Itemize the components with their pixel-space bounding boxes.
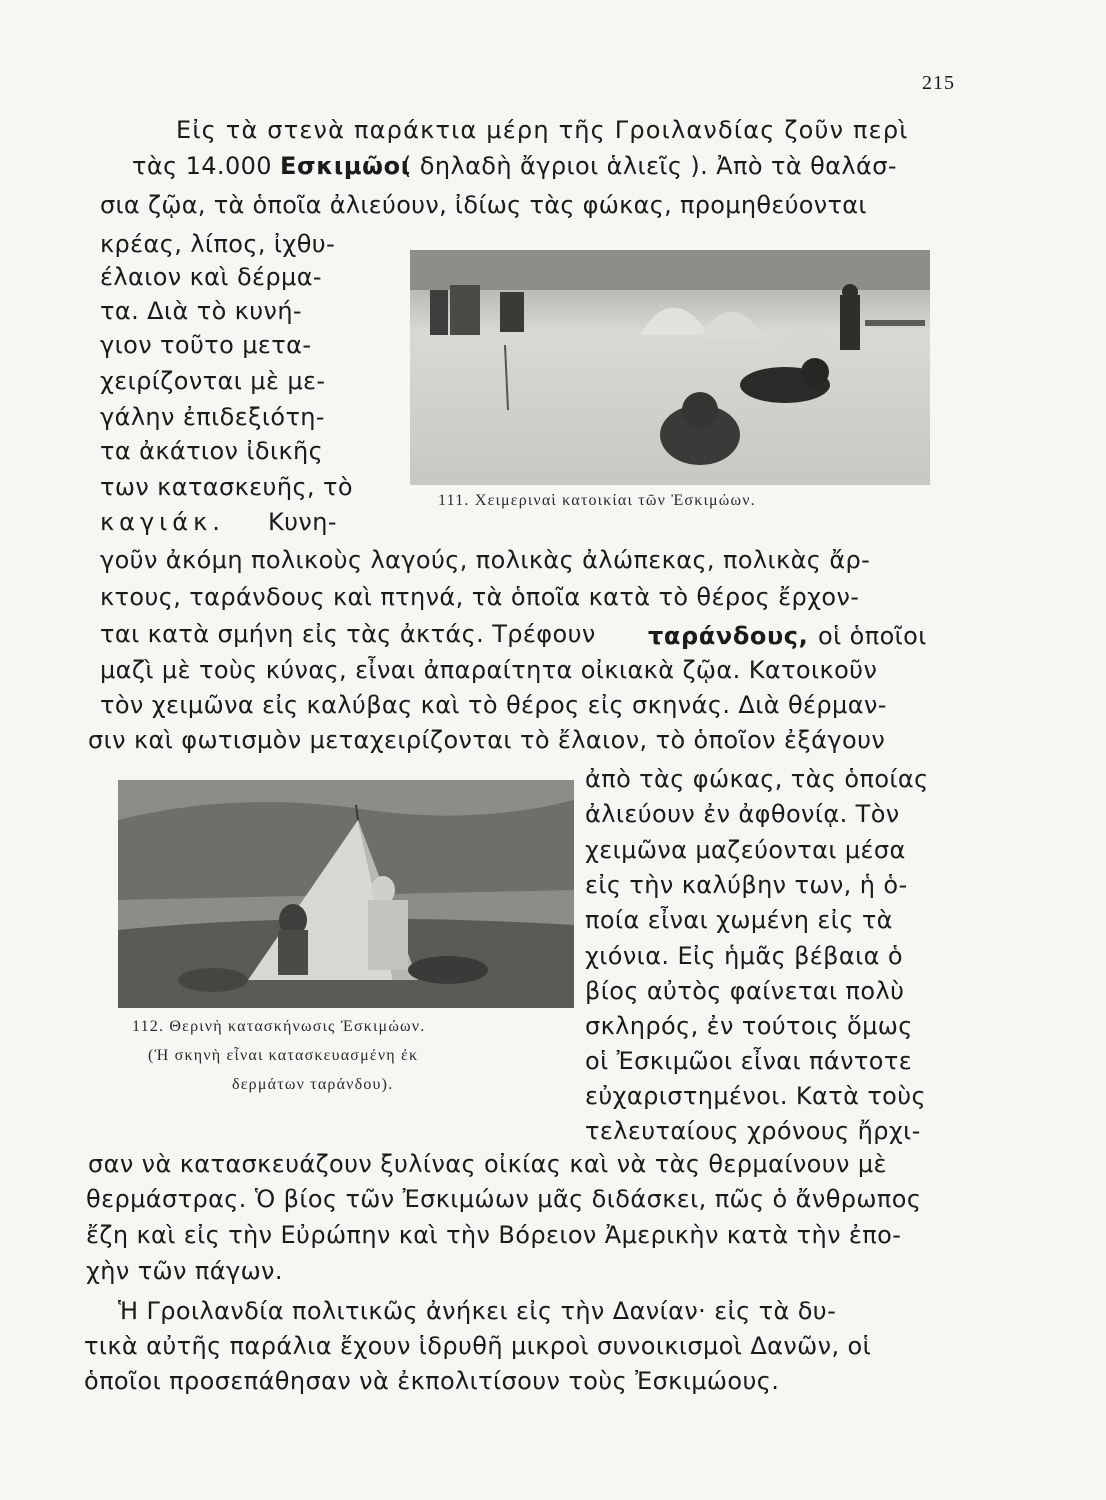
text-line: βίος αὐτὸς φαίνεται πολὺ: [585, 977, 905, 1005]
text-line: γοῦν ἀκόμη πολικοὺς λαγούς, πολικὰς ἀλώπεκας, πολικὰς ἄρ-: [100, 546, 871, 574]
text-line: εὐχαριστημένοι. Κατὰ τοὺς: [585, 1082, 927, 1110]
figure-112-photo: [118, 780, 574, 1008]
text-line: ἀπὸ τὰς φώκας, τὰς ὁποίας: [585, 765, 929, 793]
figure-112-caption-text: Θερινὴ κατασκήνωσις Ἐσκιμώων.: [169, 1018, 426, 1035]
term-kayak: καγιάκ.: [100, 508, 225, 536]
figure-112-caption-line3: δερμάτων ταράνδου).: [232, 1076, 394, 1093]
page-number: 215: [922, 72, 955, 94]
text-line: οἱ Ἐσκιμῶοι εἶναι πάντοτε: [585, 1047, 913, 1075]
text-line: Εἰς τὰ στενὰ παράκτια μέρη τῆς Γροιλανδίας ζοῦν περὶ: [176, 116, 909, 144]
text-line: χειρίζονται μὲ με-: [100, 367, 326, 395]
text-line: τὰς 14.000: [132, 152, 272, 180]
text-line: ( δηλαδὴ ἄγριοι ἁλιεῖς ). Ἀπὸ τὰ θαλάσ-: [402, 152, 897, 180]
text-line: χιόνια. Εἰς ἡμᾶς βέβαια ὁ: [585, 942, 903, 970]
text-line: ἔζη καὶ εἰς τὴν Εὐρώπην καὶ τὴν Βόρειον Ἀμερικὴν κατὰ τὴν ἐπο-: [86, 1221, 902, 1249]
text-line: των κατασκευῆς, τὸ: [100, 473, 353, 501]
term-eskimos: Εσκιμῶοι: [280, 152, 411, 180]
text-line: ἀλιεύουν ἐν ἀφθονίᾳ. Τὸν: [585, 800, 900, 828]
figure-112-caption: [132, 1016, 425, 1037]
text-line: Ἡ Γροιλανδία πολιτικῶς ἀνήκει εἰς τὴν Δανίαν· εἰς τὰ δυ-: [118, 1297, 837, 1325]
text-line: τελευταίους χρόνους ἤρχι-: [585, 1117, 921, 1145]
text-line: Κυνη-: [268, 508, 337, 536]
text-line: μαζὶ μὲ τοὺς κύνας, εἶναι ἀπαραίτητα οἰκιακὰ ζῷα. Κατοικοῦν: [100, 656, 878, 684]
text-line: έλαιον καὶ δέρμα-: [100, 263, 322, 291]
text-line: σκληρός, ἐν τούτοις ὅμως: [585, 1012, 913, 1040]
text-line: κτους, ταράνδους καὶ πτηνά, τὰ ὁποῖα κατὰ τὸ θέρος ἔρχον-: [100, 583, 860, 611]
figure-112-caption-line2: (Ἡ σκηνὴ εἶναι κατασκευασμένη ἐκ: [148, 1047, 419, 1064]
text-line: χὴν τῶν πάγων.: [86, 1257, 283, 1285]
figure-111-photo: [410, 250, 930, 485]
text-line: σια ζῷα, τὰ ὁποῖα ἀλιεύουν, ἰδίως τὰς φώκας, προμηθεύονται: [100, 191, 867, 219]
text-line: χειμῶνα μαζεύονται μέσα: [585, 836, 906, 864]
text-line: ται κατὰ σμήνη εἰς τὰς ἀκτάς. Τρέφουν: [100, 620, 596, 648]
text-line: κρέας, λίπος, ἰχθυ-: [100, 230, 336, 258]
text-line: τὸν χειμῶνα εἰς καλύβας καὶ τὸ θέρος εἰς σκηνάς. Διὰ θέρμαν-: [100, 691, 887, 719]
text-line: τα. Διὰ τὸ κυνή-: [100, 297, 302, 325]
text-line: γιον τοῦτο μετα-: [100, 331, 312, 359]
figure-111-caption: [438, 490, 756, 511]
text-line: σαν νὰ κατασκευάζουν ξυλίνας οἰκίας καὶ νὰ τὰς θερμαίνουν μὲ: [88, 1150, 887, 1178]
text-line: τα ἀκάτιον ἰδικῆς: [100, 437, 324, 465]
term-reindeer: ταράνδους,: [648, 622, 809, 650]
text-line: ποία εἶναι χωμένη εἰς τὰ: [585, 906, 893, 934]
text-line: τικὰ αὐτῆς παράλια ἔχουν ἱδρυθῆ μικροὶ συνοικισμοὶ Δανῶν, οἱ: [84, 1332, 872, 1360]
figure-111-number: 111.: [438, 492, 470, 509]
text-line: γάλην ἐπιδεξιότη-: [100, 403, 325, 431]
figure-111-caption-text: Χειμεριναὶ κατοικίαι τῶν Ἐσκιμώων.: [474, 492, 756, 509]
text-line: ὁποῖοι προσεπάθησαν νὰ ἐκπολιτίσουν τοὺς Ἐσκιμώους.: [84, 1367, 780, 1395]
text-line: εἰς τὴν καλύβην των, ἡ ὁ-: [585, 871, 908, 899]
text-line: θερμάστρας. Ὁ βίος τῶν Ἐσκιμώων μᾶς διδάσκει, πῶς ὁ ἄνθρωπος: [86, 1185, 922, 1213]
text-line: οἱ ὁποῖοι: [818, 622, 927, 650]
figure-112-number: 112.: [132, 1018, 165, 1035]
text-line: σιν καὶ φωτισμὸν μεταχειρίζονται τὸ ἔλαιον, τὸ ὁποῖον ἐξάγουν: [88, 726, 886, 754]
